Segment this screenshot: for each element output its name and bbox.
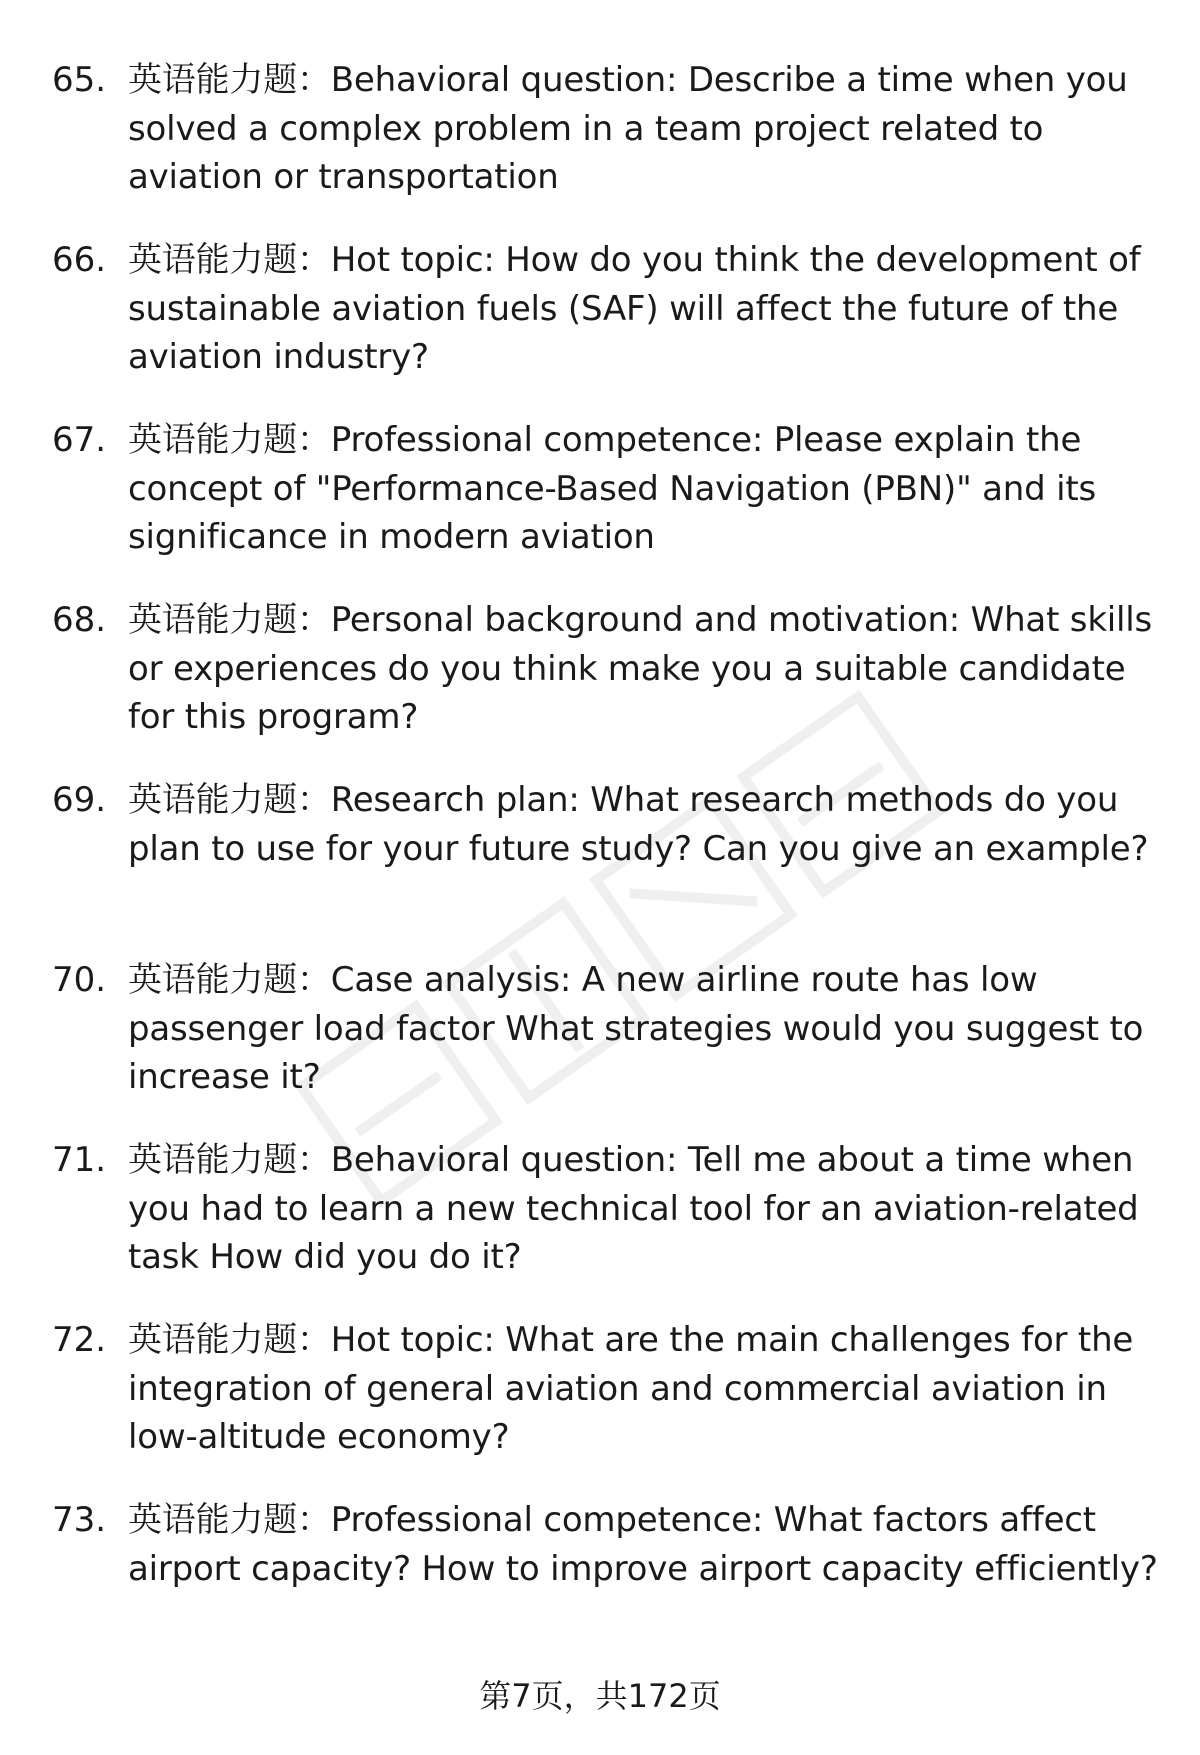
question-list [52,56,1162,1676]
question-text: 英语能力题：Personal background and motivation: What skills or experiences do you think make you a suitable candidate for this program? [128,600,1153,737]
question-item [52,236,1162,416]
question-item [52,1316,1162,1496]
question-item [52,776,1162,956]
question-text: 英语能力题：Behavioral question: Describe a time when you solved a complex problem in a team project related to aviation or transportation [128,60,1128,197]
question-item [52,1496,1162,1676]
question-text: 英语能力题：Research plan: What research methods do you plan to use for your future study? Can you give an example? [128,780,1149,869]
question-text: 英语能力题：Hot topic: How do you think the development of sustainable aviation fuels (SAF) will affect the future of the aviation industry? [128,240,1141,377]
question-text: 英语能力题：Professional competence: What factors affect airport capacity? How to improve airport capacity efficiently? [128,1500,1158,1589]
question-item [52,416,1162,596]
question-number: 72. [52,1320,107,1360]
question-text: 英语能力题：Case analysis: A new airline route has low passenger load factor What strategies would you suggest to increase it? [128,960,1144,1097]
question-number: 69. [52,780,107,820]
question-number: 70. [52,960,107,1000]
question-number: 71. [52,1140,107,1180]
question-text: 英语能力题：Hot topic: What are the main challenges for the integration of general aviation and commercial aviation in low-altitude economy? [128,1320,1134,1457]
page-number-footer: 第7页，共172页 [479,1677,721,1715]
question-number: 65. [52,60,107,100]
question-number: 66. [52,240,107,280]
question-item [52,1136,1162,1316]
question-item [52,56,1162,236]
question-item [52,596,1162,776]
question-item [52,956,1162,1136]
question-number: 73. [52,1500,107,1540]
question-number: 67. [52,420,107,460]
question-number: 68. [52,600,107,640]
question-text: 英语能力题：Behavioral question: Tell me about a time when you had to learn a new technical tool for an aviation-related task How did you do it? [128,1140,1139,1277]
question-text: 英语能力题：Professional competence: Please explain the concept of "Performance-Based Navigation (PBN)" and its significance in modern aviation [128,420,1096,557]
